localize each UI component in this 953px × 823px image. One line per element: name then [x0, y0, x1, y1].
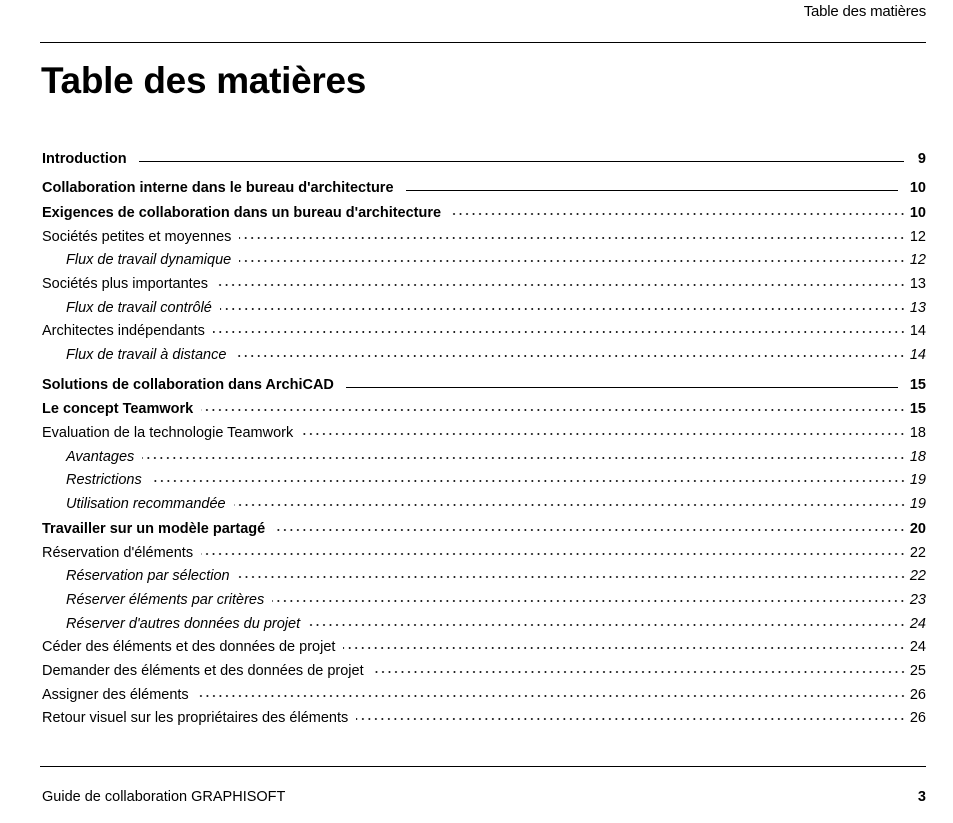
toc-entry[interactable] [42, 660, 926, 684]
toc-entry-page-number[interactable]: 13 [909, 275, 926, 292]
toc-leader-dots [238, 566, 906, 581]
header-rule [40, 42, 926, 43]
toc-leader-line [342, 374, 906, 389]
toc-entry-label[interactable]: Sociétés petites et moyennes [42, 228, 232, 245]
toc-entry-label[interactable]: Réservation d'éléments [42, 544, 194, 561]
toc-entry-page-number[interactable]: 26 [909, 710, 926, 727]
toc-entry[interactable] [42, 345, 926, 369]
toc-entry-label[interactable]: Flux de travail à distance [66, 347, 227, 363]
toc-entry-label[interactable]: Travailler sur un modèle partagé [42, 520, 266, 537]
toc-entry-page-number[interactable]: 25 [909, 662, 926, 679]
toc-entry[interactable] [42, 423, 926, 447]
toc-entry-page-number[interactable]: 13 [909, 299, 926, 316]
footer-document-title: Guide de collaboration GRAPHISOFT [42, 789, 286, 805]
toc-leader-dots [150, 470, 906, 485]
page-title: Table des matières [41, 60, 367, 101]
table-of-contents [42, 143, 926, 732]
running-header: Table des matières [803, 3, 926, 20]
toc-entry-label[interactable]: Réserver éléments par critères [66, 591, 265, 608]
toc-entry-page-number[interactable]: 19 [909, 496, 926, 513]
toc-entry[interactable] [42, 399, 926, 423]
toc-entry-page-number[interactable]: 22 [909, 544, 926, 561]
toc-entry[interactable] [42, 708, 926, 732]
toc-entry-label[interactable]: Flux de travail dynamique [66, 252, 232, 269]
toc-leader-dots [372, 660, 906, 675]
toc-leader-dots [234, 345, 905, 360]
toc-leader-dots [273, 518, 906, 533]
toc-entry-page-number[interactable]: 15 [909, 401, 926, 418]
toc-entry-page-number[interactable]: 9 [917, 150, 926, 167]
toc-entry[interactable] [42, 470, 926, 494]
toc-entry-label[interactable]: Céder des éléments et des données de projet [42, 639, 336, 656]
toc-entry[interactable] [42, 589, 926, 613]
toc-entry-page-number[interactable]: 10 [909, 204, 926, 221]
footer-rule [40, 766, 926, 767]
toc-entry-label[interactable]: Réserver d'autres données du projet [66, 615, 301, 632]
toc-leader-dots [234, 494, 906, 509]
toc-leader-dots [216, 273, 906, 288]
toc-entry[interactable] [42, 518, 926, 542]
toc-entry-page-number[interactable]: 26 [909, 686, 926, 703]
footer-page-number: 3 [917, 789, 926, 805]
toc-entry-page-number[interactable]: 12 [909, 228, 926, 245]
toc-leader-line [402, 178, 906, 193]
toc-leader-dots [142, 446, 906, 461]
toc-entry-page-number[interactable]: 12 [909, 252, 926, 269]
toc-entry[interactable] [42, 178, 926, 202]
toc-leader-dots [239, 226, 905, 241]
toc-leader-dots [272, 589, 906, 604]
toc-entry-page-number[interactable]: 20 [909, 520, 926, 537]
toc-entry-label[interactable]: Demander des éléments et des données de projet [42, 662, 364, 679]
toc-leader-dots [239, 250, 906, 265]
toc-entry-page-number[interactable]: 19 [909, 472, 926, 489]
toc-entry[interactable] [42, 226, 926, 250]
toc-leader-line [135, 148, 912, 163]
toc-entry-label[interactable]: Sociétés plus importantes [42, 275, 209, 292]
toc-entry[interactable] [42, 297, 926, 321]
toc-entry-label[interactable]: Architectes indépendants [42, 323, 205, 340]
toc-entry[interactable] [42, 273, 926, 297]
toc-leader-dots [356, 708, 906, 723]
toc-entry-label[interactable]: Flux de travail contrôlé [66, 299, 212, 316]
toc-entry-label[interactable]: Utilisation recommandée [66, 496, 226, 513]
toc-entry[interactable] [42, 202, 926, 226]
toc-entry-page-number[interactable]: 23 [909, 591, 926, 608]
toc-leader-dots [197, 684, 906, 699]
toc-entry-page-number[interactable]: 22 [909, 568, 926, 585]
toc-entry-label[interactable]: Réservation par sélection [66, 568, 230, 585]
toc-entry-label[interactable]: Collaboration interne dans le bureau d'architecture [42, 180, 394, 197]
toc-entry-label[interactable]: Introduction [42, 150, 127, 167]
toc-entry-page-number[interactable]: 18 [909, 448, 926, 465]
toc-entry[interactable] [42, 250, 926, 274]
toc-leader-dots [308, 613, 906, 628]
toc-entry[interactable] [42, 148, 926, 172]
toc-entry-page-number[interactable]: 18 [909, 425, 926, 442]
toc-entry-label[interactable]: Le concept Teamwork [42, 401, 194, 418]
toc-entry[interactable] [42, 566, 926, 590]
toc-entry[interactable] [42, 494, 926, 518]
toc-leader-dots [343, 637, 905, 652]
toc-entry-page-number[interactable]: 14 [909, 323, 926, 340]
toc-entry[interactable] [42, 637, 926, 661]
toc-leader-dots [201, 399, 906, 414]
toc-entry[interactable] [42, 613, 926, 637]
toc-entry-label[interactable]: Restrictions [66, 472, 142, 489]
toc-entry[interactable] [42, 542, 926, 566]
toc-entry-label[interactable]: Avantages [66, 448, 135, 465]
toc-entry-page-number[interactable]: 10 [909, 180, 926, 197]
toc-entry[interactable] [42, 446, 926, 470]
toc-entry-page-number[interactable]: 24 [909, 639, 926, 656]
toc-entry-page-number[interactable]: 15 [909, 376, 926, 393]
toc-entry-page-number[interactable]: 24 [909, 615, 926, 632]
toc-entry[interactable] [42, 321, 926, 345]
toc-entry-label[interactable]: Evaluation de la technologie Teamwork [42, 425, 294, 442]
toc-leader-dots [213, 321, 906, 336]
toc-entry-label[interactable]: Exigences de collaboration dans un bureau d'architecture [42, 204, 442, 221]
toc-leader-dots [449, 202, 906, 217]
toc-entry[interactable] [42, 374, 926, 398]
toc-entry-label[interactable]: Assigner des éléments [42, 686, 189, 703]
toc-entry-label[interactable]: Solutions de collaboration dans ArchiCAD [42, 376, 334, 393]
toc-entry[interactable] [42, 684, 926, 708]
toc-leader-dots [301, 423, 906, 438]
toc-leader-dots [201, 542, 906, 557]
toc-entry-label[interactable]: Retour visuel sur les propriétaires des éléments [42, 710, 349, 727]
toc-leader-dots [220, 297, 906, 312]
toc-entry-page-number[interactable]: 14 [909, 347, 926, 363]
